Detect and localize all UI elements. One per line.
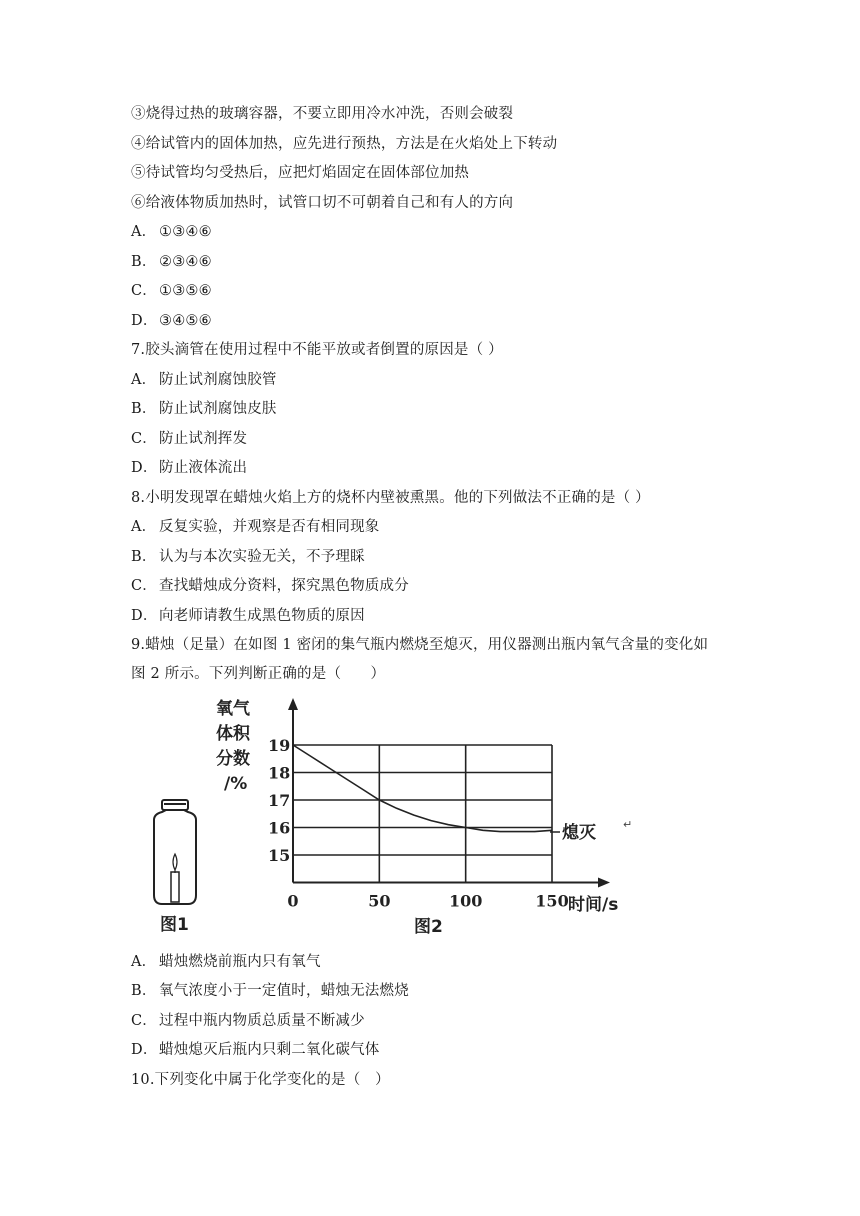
fig1-bottle bbox=[154, 800, 196, 904]
option-text: 向老师请教生成黑色物质的原因 bbox=[159, 608, 365, 624]
figure-block bbox=[140, 690, 650, 940]
q8-option-c[interactable] bbox=[131, 576, 409, 596]
option-letter: A． bbox=[131, 372, 157, 388]
option-text: ③④⑤⑥ bbox=[159, 313, 212, 329]
option-text: ①③⑤⑥ bbox=[159, 283, 212, 299]
ylabel-line4: /% bbox=[224, 774, 248, 794]
q6-option-b[interactable] bbox=[131, 252, 212, 272]
option-text: 防止试剂挥发 bbox=[159, 431, 248, 447]
option-letter: C． bbox=[131, 283, 157, 299]
series-line bbox=[293, 745, 552, 832]
option-letter: D． bbox=[131, 608, 158, 624]
option-letter: C． bbox=[131, 431, 157, 447]
option-text: 氧气浓度小于一定值时，蜡烛无法燃烧 bbox=[159, 983, 409, 999]
xlabel: 时间/s bbox=[568, 895, 619, 915]
option-text: 防止液体流出 bbox=[159, 460, 248, 476]
chart-axes bbox=[288, 698, 610, 888]
chart-tick-labels bbox=[268, 736, 569, 911]
option-letter: A． bbox=[131, 519, 157, 535]
q9-stem-line1: 9.蜡烛（足量）在如图 1 密闭的集气瓶内燃烧至熄灭，用仪器测出瓶内氧气含量的变化如 bbox=[131, 637, 709, 653]
statement-5: ⑤待试管均匀受热后，应把灯焰固定在固体部位加热 bbox=[131, 165, 470, 181]
option-letter: B． bbox=[131, 983, 157, 999]
y-tick-label: 16 bbox=[268, 818, 291, 838]
q9-stem-line2: 图 2 所示。下列判断正确的是（ ） bbox=[131, 666, 386, 682]
ylabel-line1: 氧气 bbox=[216, 699, 250, 719]
option-letter: A． bbox=[131, 954, 157, 970]
fig2-label: 图2 bbox=[414, 917, 443, 937]
q7-option-c[interactable] bbox=[131, 429, 247, 449]
ylabel-line2: 体积 bbox=[216, 724, 250, 744]
q6-option-d[interactable] bbox=[131, 311, 212, 331]
q10-stem: 10.下列变化中属于化学变化的是（ ） bbox=[131, 1072, 390, 1088]
x-tick-label: 50 bbox=[368, 891, 391, 911]
x-tick-label: 0 bbox=[287, 891, 299, 911]
q9-option-c[interactable] bbox=[131, 1011, 365, 1031]
option-text: 反复实验，并观察是否有相同现象 bbox=[159, 519, 380, 535]
return-mark: ↵ bbox=[623, 818, 633, 831]
option-letter: C． bbox=[131, 578, 157, 594]
q9-option-b[interactable] bbox=[131, 981, 409, 1001]
option-letter: C． bbox=[131, 1013, 157, 1029]
q9-option-a[interactable] bbox=[131, 952, 321, 972]
statement-6: ⑥给液体物质加热时，试管口切不可朝着自己和有人的方向 bbox=[131, 195, 514, 211]
statement-4: ④给试管内的固体加热，应先进行预热，方法是在火焰处上下转动 bbox=[131, 136, 558, 152]
x-tick-label: 150 bbox=[535, 891, 569, 911]
option-text: 蜡烛熄灭后瓶内只剩二氧化碳气体 bbox=[159, 1042, 380, 1058]
option-text: 认为与本次实验无关，不予理睬 bbox=[159, 549, 365, 565]
y-tick-label: 15 bbox=[268, 846, 291, 865]
option-text: 查找蜡烛成分资料，探究黑色物质成分 bbox=[159, 578, 409, 594]
q7-option-d[interactable] bbox=[131, 458, 247, 478]
option-letter: B． bbox=[131, 549, 157, 565]
q8-option-a[interactable] bbox=[131, 517, 380, 537]
q8-stem: 8.小明发现罩在蜡烛火焰上方的烧杯内壁被熏黑。他的下列做法不正确的是（ ） bbox=[131, 490, 650, 506]
q7-option-b[interactable] bbox=[131, 399, 277, 419]
option-text: 蜡烛燃烧前瓶内只有氧气 bbox=[159, 954, 321, 970]
q8-option-b[interactable] bbox=[131, 547, 365, 567]
q7-stem: 7.胶头滴管在使用过程中不能平放或者倒置的原因是（ ） bbox=[131, 342, 503, 358]
option-letter: D． bbox=[131, 1042, 158, 1058]
option-letter: B． bbox=[131, 401, 157, 417]
annotation-label: 熄灭 bbox=[562, 823, 596, 843]
option-letter: B． bbox=[131, 254, 157, 270]
option-text: 防止试剂腐蚀胶管 bbox=[159, 372, 277, 388]
ylabel-line3: 分数 bbox=[216, 749, 250, 769]
figure-svg bbox=[140, 690, 650, 940]
option-text: 防止试剂腐蚀皮肤 bbox=[159, 401, 277, 417]
y-axis-arrow bbox=[288, 698, 298, 710]
q7-option-a[interactable] bbox=[131, 370, 277, 390]
y-tick-label: 18 bbox=[268, 763, 291, 783]
q8-option-d[interactable] bbox=[131, 606, 365, 626]
option-text: ①③④⑥ bbox=[159, 224, 212, 240]
y-tick-label: 19 bbox=[268, 736, 291, 755]
option-letter: D． bbox=[131, 460, 158, 476]
q9-option-d[interactable] bbox=[131, 1040, 380, 1060]
option-letter: D． bbox=[131, 313, 158, 329]
option-text: 过程中瓶内物质总质量不断减少 bbox=[159, 1013, 365, 1029]
fig1-candle bbox=[171, 854, 179, 902]
chart-grid bbox=[293, 745, 552, 883]
option-letter: A． bbox=[131, 224, 157, 240]
q6-option-c[interactable] bbox=[131, 281, 212, 301]
y-tick-label: 17 bbox=[268, 791, 291, 810]
statement-3: ③烧得过热的玻璃容器，不要立即用冷水冲洗，否则会破裂 bbox=[131, 106, 514, 122]
x-axis-arrow bbox=[598, 878, 610, 888]
x-tick-label: 100 bbox=[448, 891, 483, 911]
fig1-label: 图1 bbox=[160, 915, 189, 935]
option-text: ②③④⑥ bbox=[159, 254, 212, 270]
chart-series bbox=[293, 745, 552, 832]
q6-option-a[interactable] bbox=[131, 222, 212, 242]
